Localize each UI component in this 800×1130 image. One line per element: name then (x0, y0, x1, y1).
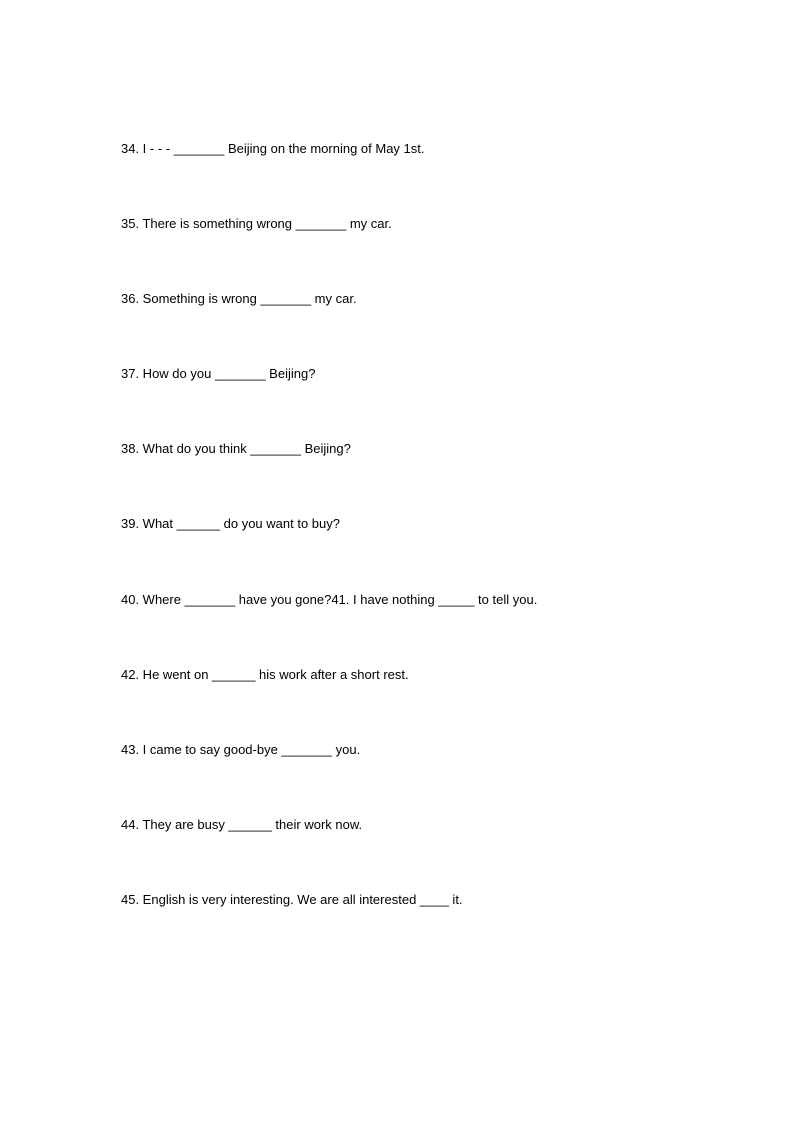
question-36: 36. Something is wrong _______ my car. (121, 291, 357, 306)
question-35: 35. There is something wrong _______ my car. (121, 216, 392, 231)
question-42: 42. He went on ______ his work after a short rest. (121, 667, 409, 682)
question-39: 39. What ______ do you want to buy? (121, 516, 340, 531)
question-44: 44. They are busy ______ their work now. (121, 817, 363, 832)
question-45: 45. English is very interesting. We are all interested ____ it. (121, 892, 463, 907)
question-34: 34. I - - - _______ Beijing on the morning of May 1st. (121, 141, 425, 156)
question-37: 37. How do you _______ Beijing? (121, 366, 316, 381)
question-38: 38. What do you think _______ Beijing? (121, 441, 351, 456)
question-43: 43. I came to say good-bye _______ you. (121, 742, 361, 757)
question-40-41: 40. Where _______ have you gone?41. I have nothing _____ to tell you. (121, 592, 538, 607)
